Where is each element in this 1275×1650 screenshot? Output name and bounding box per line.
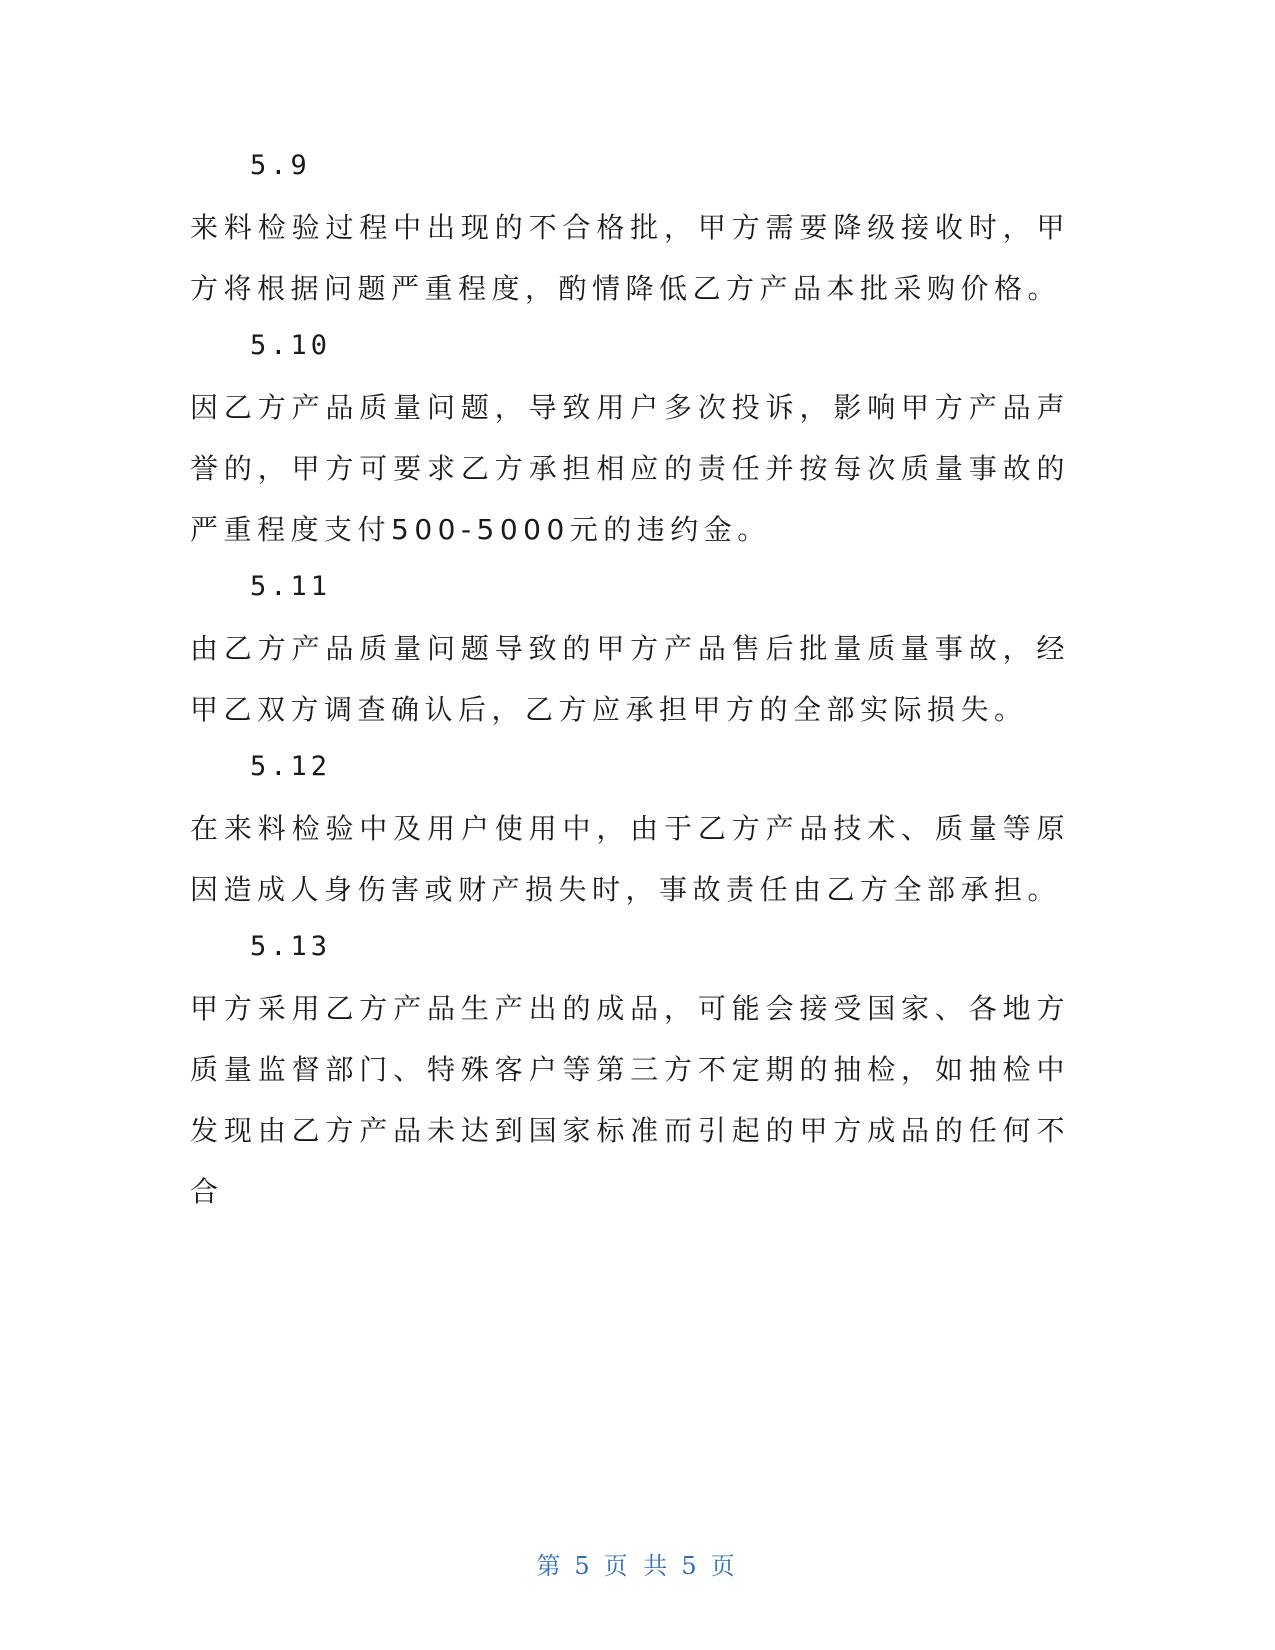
clause-number: 5.10: [250, 330, 332, 361]
footer-total-pages: 5: [681, 1552, 701, 1580]
footer-middle: 页 共: [603, 1552, 672, 1580]
clause-text: 因乙方产品质量问题，导致用户多次投诉，影响甲方产品声誉的，甲方可要求乙方承担相应的责任并按每次质量事故的严重程度支付500-5000元的违约金。: [190, 391, 1070, 546]
clause-5-9: [190, 148, 1070, 319]
footer-suffix: 页: [710, 1552, 739, 1580]
clause-number: 5.12: [250, 751, 332, 782]
clause-number: 5.9: [250, 150, 311, 181]
clause-5-13: [190, 929, 1070, 1222]
clause-text: 来料检验过程中出现的不合格批，甲方需要降级接收时，甲方将根据问题严重程度，酌情降低乙方产品本批采购价格。: [190, 211, 1070, 305]
clause-5-10: [190, 328, 1070, 560]
page-footer: [0, 1546, 1275, 1581]
clause-number: 5.13: [250, 931, 332, 962]
clause-5-11: [190, 569, 1070, 740]
clause-5-12: [190, 749, 1070, 920]
footer-prefix: 第: [536, 1552, 565, 1580]
footer-current-page: 5: [574, 1552, 594, 1580]
clause-text: 甲方采用乙方产品生产出的成品，可能会接受国家、各地方质量监督部门、特殊客户等第三方不定期的抽检，如抽检中发现由乙方产品未达到国家标准而引起的甲方成品的任何不合: [190, 992, 1070, 1208]
clause-text: 由乙方产品质量问题导致的甲方产品售后批量质量事故，经甲乙双方调查确认后，乙方应承担甲方的全部实际损失。: [190, 632, 1070, 726]
clause-number: 5.11: [250, 571, 332, 602]
clause-text: 在来料检验中及用户使用中，由于乙方产品技术、质量等原因造成人身伤害或财产损失时，事故责任由乙方全部承担。: [190, 812, 1070, 906]
document-body: [190, 148, 1070, 1231]
